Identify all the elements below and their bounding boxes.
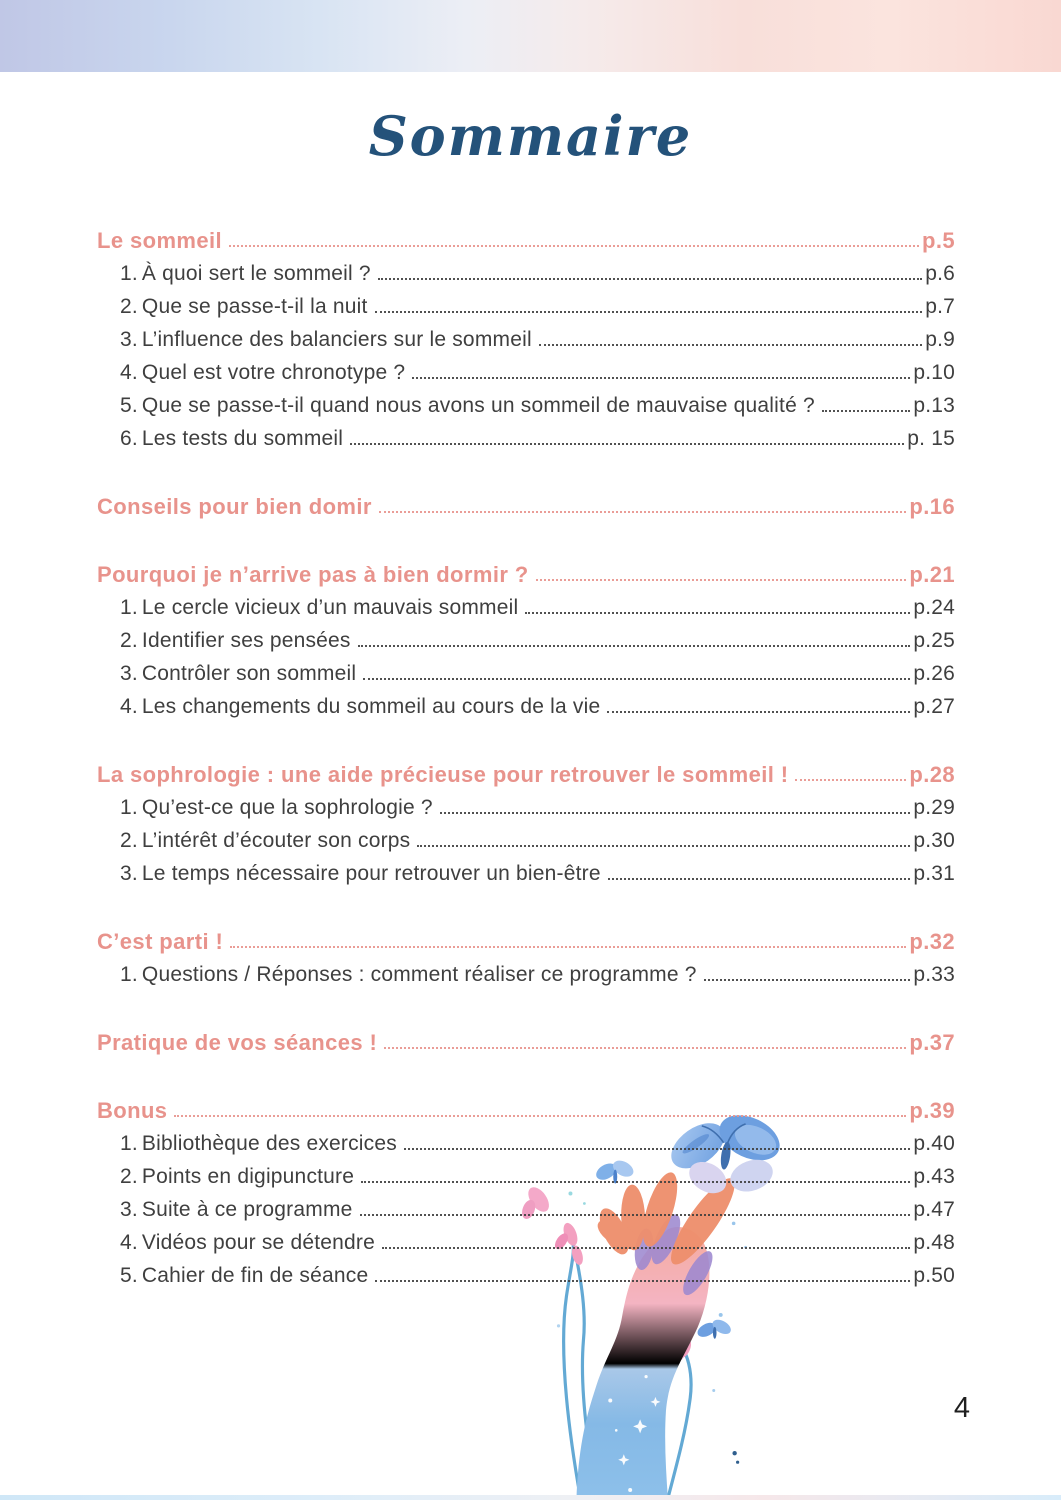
page-ref: p.24	[913, 595, 955, 619]
item-label: Quel est votre chronotype ?	[141, 360, 406, 384]
dot-leader	[412, 377, 910, 379]
table-of-contents	[97, 220, 955, 1288]
item-label: Cahier de fin de séance	[141, 1263, 369, 1287]
toc-section-bonus	[97, 1090, 955, 1288]
section-label: Bonus	[97, 1097, 168, 1123]
dot-leader	[608, 878, 911, 880]
bottom-gradient-band	[0, 1495, 1061, 1500]
item-number: 1.	[120, 261, 138, 285]
dot-leader	[539, 344, 922, 346]
page-ref: p.28	[909, 761, 955, 787]
dot-leader	[607, 711, 910, 713]
toc-section-row[interactable]	[97, 1022, 955, 1055]
toc-item-row[interactable]	[97, 620, 955, 653]
dot-leader	[795, 779, 906, 781]
page-ref: p.48	[913, 1230, 955, 1254]
page-ref: p.31	[913, 861, 955, 885]
toc-item-row[interactable]	[97, 954, 955, 987]
page-ref: p.29	[913, 795, 955, 819]
toc-section-cest-parti	[97, 921, 955, 987]
toc-item-row[interactable]	[97, 1156, 955, 1189]
page-ref: p.10	[913, 360, 955, 384]
item-label: Qu’est-ce que la sophrologie ?	[141, 795, 433, 819]
item-number: 4.	[120, 694, 138, 718]
toc-item-row[interactable]	[97, 853, 955, 886]
page-ref: p.9	[925, 327, 955, 351]
page-ref: p.16	[909, 493, 955, 519]
item-number: 1.	[120, 962, 138, 986]
dot-leader	[382, 1247, 910, 1249]
toc-item-row[interactable]	[97, 686, 955, 719]
toc-section-row[interactable]	[97, 486, 955, 519]
page-ref: p.5	[922, 227, 955, 253]
item-number: 2.	[120, 828, 138, 852]
page-ref: p.27	[913, 694, 955, 718]
dot-leader	[378, 278, 922, 280]
item-label: Le temps nécessaire pour retrouver un bien-être	[141, 861, 601, 885]
section-label: Le sommeil	[97, 227, 223, 253]
dot-leader	[350, 443, 904, 445]
item-number: 4.	[120, 360, 138, 384]
toc-section-row[interactable]	[97, 220, 955, 253]
item-number: 6.	[120, 426, 138, 450]
dot-leader	[704, 979, 911, 981]
item-label: Les changements du sommeil au cours de la vie	[141, 694, 601, 718]
toc-item-row[interactable]	[97, 1189, 955, 1222]
toc-section-row[interactable]	[97, 921, 955, 954]
toc-item-row[interactable]	[97, 385, 955, 418]
page-ref: p.40	[913, 1131, 955, 1155]
page-number: 4	[953, 1392, 970, 1424]
toc-item-row[interactable]	[97, 253, 955, 286]
page-ref: p.39	[909, 1097, 955, 1123]
page-ref: p.33	[913, 962, 955, 986]
item-label: Identifier ses pensées	[141, 628, 351, 652]
page-ref: p.21	[909, 561, 955, 587]
section-label: C’est parti !	[97, 928, 224, 954]
toc-section-row[interactable]	[97, 554, 955, 587]
toc-item-row[interactable]	[97, 1123, 955, 1156]
toc-section-row[interactable]	[97, 1090, 955, 1123]
item-number: 1.	[120, 595, 138, 619]
page-ref: p.13	[913, 393, 955, 417]
page-ref: p.25	[913, 628, 955, 652]
dot-leader	[536, 579, 907, 581]
dot-leader	[417, 845, 910, 847]
toc-item-row[interactable]	[97, 1255, 955, 1288]
item-label: Contrôler son sommeil	[141, 661, 357, 685]
dot-leader	[379, 511, 907, 513]
dot-leader	[525, 612, 910, 614]
item-number: 3.	[120, 1197, 138, 1221]
toc-item-row[interactable]	[97, 787, 955, 820]
dot-leader	[375, 311, 923, 313]
section-label: Pourquoi je n’arrive pas à bien dormir ?	[97, 561, 529, 587]
item-label: L’intérêt d’écouter son corps	[141, 828, 411, 852]
item-number: 3.	[120, 861, 138, 885]
dot-leader	[174, 1115, 906, 1117]
toc-item-row[interactable]	[97, 653, 955, 686]
page-ref: p.47	[913, 1197, 955, 1221]
page-ref: p.30	[913, 828, 955, 852]
dot-leader	[822, 410, 910, 412]
toc-item-row[interactable]	[97, 587, 955, 620]
item-number: 1.	[120, 1131, 138, 1155]
item-label: Vidéos pour se détendre	[141, 1230, 375, 1254]
dot-leader	[363, 678, 910, 680]
page-ref: p. 15	[907, 426, 955, 450]
page-ref: p.32	[909, 928, 955, 954]
dot-leader	[440, 812, 911, 814]
item-label: Que se passe-t-il quand nous avons un sommeil de mauvaise qualité ?	[141, 393, 815, 417]
dot-leader	[404, 1148, 910, 1150]
dot-leader	[230, 946, 906, 948]
page-ref: p.7	[925, 294, 955, 318]
item-number: 4.	[120, 1230, 138, 1254]
top-gradient-band	[0, 0, 1061, 72]
toc-item-row[interactable]	[97, 1222, 955, 1255]
section-label: Conseils pour bien domir	[97, 493, 372, 519]
page-ref: p.37	[909, 1029, 955, 1055]
toc-item-row[interactable]	[97, 820, 955, 853]
toc-section-conseils	[97, 486, 955, 519]
toc-item-row[interactable]	[97, 418, 955, 451]
item-label: Le cercle vicieux d’un mauvais sommeil	[141, 595, 519, 619]
section-label: Pratique de vos séances !	[97, 1029, 378, 1055]
item-label: L’influence des balanciers sur le sommeil	[141, 327, 532, 351]
butterfly-small-right	[695, 1317, 733, 1340]
item-number: 3.	[120, 327, 138, 351]
item-label: Les tests du sommeil	[141, 426, 344, 450]
dot-leader	[361, 1181, 910, 1183]
page-ref: p.26	[913, 661, 955, 685]
toc-item-row[interactable]	[97, 286, 955, 319]
dot-leader	[375, 1280, 910, 1282]
page-title: Sommaire	[368, 104, 693, 168]
dot-leader	[384, 1047, 906, 1049]
dot-leader	[360, 1214, 911, 1216]
toc-section-pourquoi	[97, 554, 955, 719]
toc-section-sophrologie	[97, 754, 955, 886]
item-label: À quoi sert le sommeil ?	[141, 261, 371, 285]
item-number: 3.	[120, 661, 138, 685]
toc-item-row[interactable]	[97, 319, 955, 352]
item-number: 2.	[120, 294, 138, 318]
toc-item-row[interactable]	[97, 352, 955, 385]
item-number: 1.	[120, 795, 138, 819]
item-label: Que se passe-t-il la nuit	[141, 294, 368, 318]
item-number: 2.	[120, 1164, 138, 1188]
page-ref: p.6	[925, 261, 955, 285]
item-number: 2.	[120, 628, 138, 652]
dot-leader	[229, 245, 919, 247]
item-label: Suite à ce programme	[141, 1197, 353, 1221]
item-label: Bibliothèque des exercices	[141, 1131, 397, 1155]
toc-section-pratique	[97, 1022, 955, 1055]
page-ref: p.43	[913, 1164, 955, 1188]
item-number: 5.	[120, 393, 138, 417]
toc-section-row[interactable]	[97, 754, 955, 787]
page-ref: p.50	[913, 1263, 955, 1287]
item-label: Points en digipuncture	[141, 1164, 355, 1188]
section-label: La sophrologie : une aide précieuse pour retrouver le sommeil !	[97, 761, 789, 787]
dot-leader	[358, 645, 911, 647]
item-number: 5.	[120, 1263, 138, 1287]
toc-section-le-sommeil	[97, 220, 955, 451]
item-label: Questions / Réponses : comment réaliser ce programme ?	[141, 962, 697, 986]
